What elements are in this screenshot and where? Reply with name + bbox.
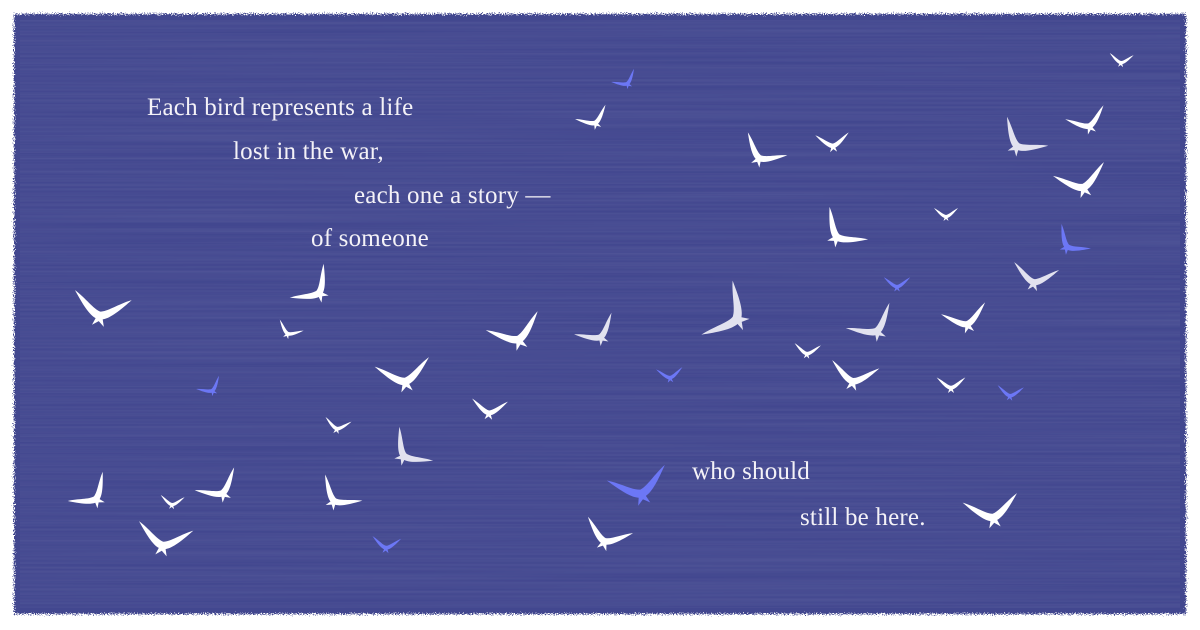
poem-line-3: each one a story — (354, 182, 551, 209)
poem-line-4: of someone (311, 225, 429, 252)
poem-line-1: Each bird represents a life (147, 94, 414, 121)
poem-line-2: lost in the war, (233, 138, 384, 165)
poem-line-6: still be here. (800, 504, 926, 531)
poem-line-5: who should (692, 458, 810, 485)
